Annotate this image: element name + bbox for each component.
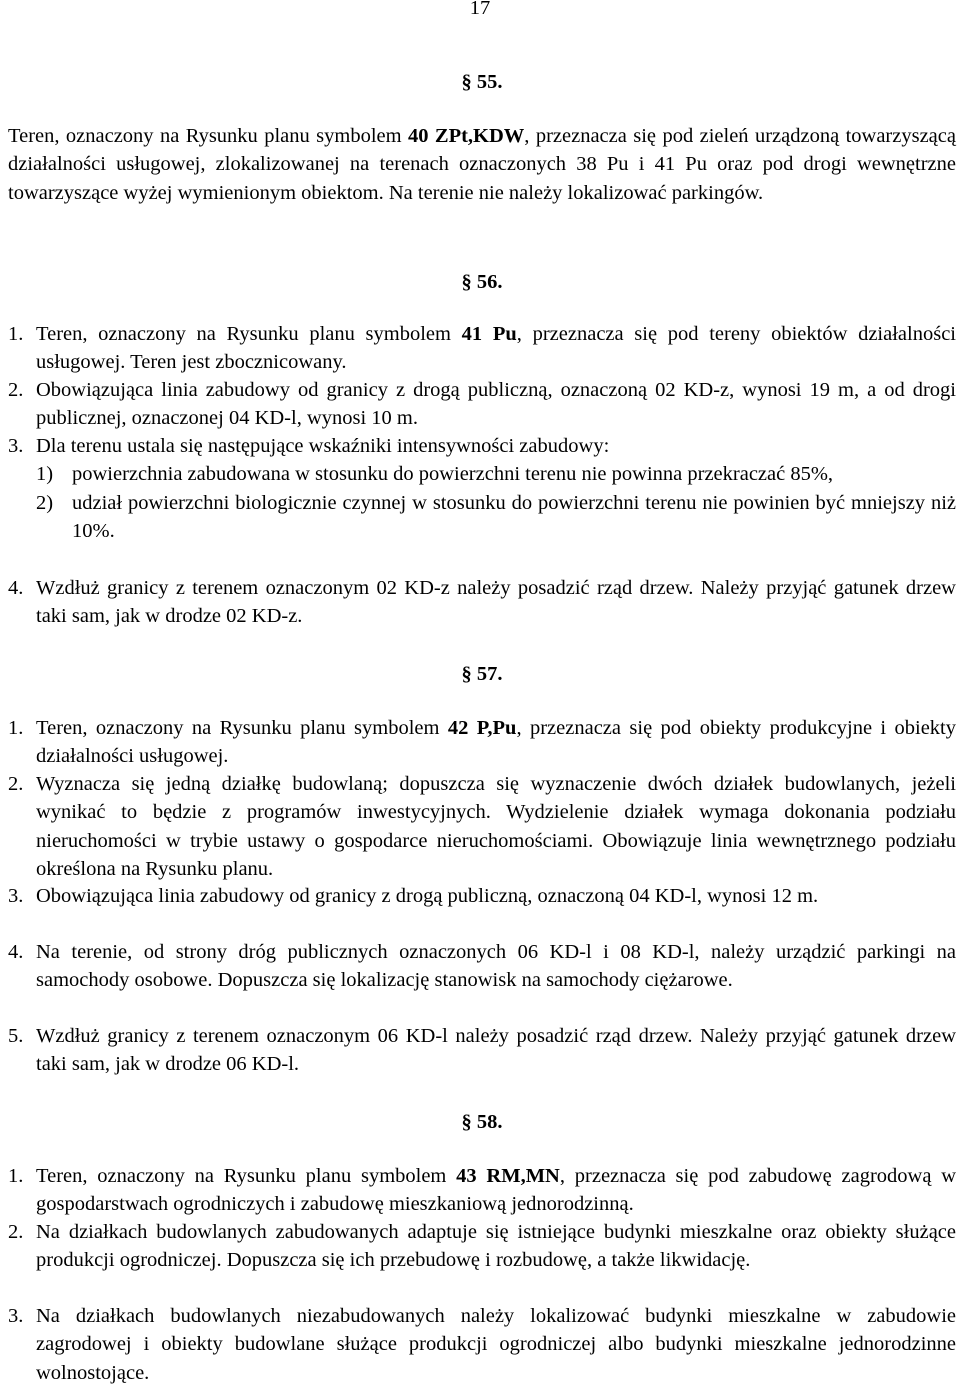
- subitem-number: 1): [36, 463, 54, 486]
- s57-item-5: [8, 1022, 956, 1079]
- s58-item-3: [8, 1302, 956, 1387]
- s56-i1-text-b: , przeznacza się pod tereny obiektów działalności usługowej. Teren jest zbocznicowany.: [36, 323, 956, 374]
- item-number: 4.: [8, 577, 24, 599]
- item-number: 2.: [8, 379, 24, 401]
- item-text: [36, 320, 956, 377]
- s55-symbol: 40 ZPt,KDW: [407, 125, 525, 147]
- item-text: Obowiązująca linia zabudowy od granicy z drogą publiczną, oznaczoną 04 KD-l, wynosi 12 m.: [36, 885, 819, 907]
- subitem-number: 2): [36, 491, 54, 514]
- s58-item-2: [8, 1218, 956, 1275]
- item-text: Na działkach budowlanych zabudowanych adaptuje się istniejące budynki mieszkalne oraz obiekty służące produkcji ogrodniczej. Dopuszcza się ich przebudowę i rozbudowę, a także likwidację.: [36, 1221, 956, 1272]
- section-heading-56: § 56.: [461, 271, 503, 293]
- s57-item-2: [8, 770, 956, 884]
- item-number: 3.: [8, 435, 24, 457]
- item-text: [36, 714, 956, 771]
- item-number: 4.: [8, 941, 24, 963]
- s56-symbol: 41 Pu: [461, 323, 517, 345]
- subitem-text: powierzchnia zabudowana w stosunku do powierzchni terenu nie powinna przekraczać 85%,: [72, 463, 834, 486]
- s58-item-1: [8, 1162, 956, 1219]
- s58-i1-text-b: , przeznacza się pod zabudowę zagrodową w gospodarstwach ogrodniczych i zabudowę mieszkaniową jednorodzinną.: [36, 1165, 957, 1216]
- item-number: 1.: [8, 1165, 24, 1187]
- s56-item-3: [8, 432, 956, 546]
- page-number: 17: [469, 0, 491, 19]
- item-number: 3.: [8, 885, 24, 907]
- s57-item-1: [8, 714, 956, 771]
- item-text: Wzdłuż granicy z terenem oznaczonym 06 KD-l należy posadzić rząd drzew. Należy przyjąć gatunek drzew taki sam, jak w drodze 06 KD-l.: [36, 1025, 956, 1076]
- s56-i1-text-a: Teren, oznaczony na Rysunku planu symbolem: [36, 323, 462, 345]
- s56-item-1: [8, 320, 956, 377]
- item-number: 2.: [8, 773, 24, 795]
- subitem-text: udział powierzchni biologicznie czynnej w stosunku do powierzchni terenu nie powinien być mniejszy niż 10%.: [72, 491, 956, 543]
- s56-subitem-1: [36, 460, 956, 488]
- s57-item-4: [8, 938, 956, 995]
- item-number: 1.: [8, 323, 24, 345]
- section-heading-58: § 58.: [461, 1111, 503, 1133]
- s57-symbol: 42 P,Pu: [447, 717, 517, 739]
- item-text: Wzdłuż granicy z terenem oznaczonym 02 KD-z należy posadzić rząd drzew. Należy przyjąć gatunek drzew taki sam, jak w drodze 02 KD-z.: [36, 577, 956, 628]
- item-text: Na działkach budowlanych niezabudowanych należy lokalizować budynki mieszkalne w zabudowie zagrodowej i obiekty budowlane służące produkcji ogrodniczej albo budynki mieszkalne jednorodzinne wolnostojące.: [36, 1305, 956, 1384]
- s56-item-2: [8, 376, 956, 433]
- section-heading-57: § 57.: [461, 663, 503, 685]
- s57-item-3: [8, 882, 956, 910]
- item-text: Obowiązująca linia zabudowy od granicy z drogą publiczną, oznaczoną 02 KD-z, wynosi 19 m, a od drogi publicznej, oznaczonej 04 KD-l, wynosi 10 m.: [36, 379, 956, 430]
- item-number: 1.: [8, 717, 24, 739]
- s56-subitem-2: [36, 489, 956, 546]
- item-text: [36, 1162, 956, 1219]
- s55-paragraph: [8, 122, 956, 207]
- s58-symbol: 43 RM,MN: [456, 1165, 560, 1187]
- s55-text-a: Teren, oznaczony na Rysunku planu symbolem: [8, 125, 408, 147]
- item-number: 2.: [8, 1221, 24, 1243]
- item-text: Dla terenu ustala się następujące wskaźniki intensywności zabudowy:: [36, 435, 610, 457]
- s55-text-b: , przeznacza się pod zieleń urządzoną towarzyszącą działalności usługowej, zlokalizowanej na terenach oznaczonych 38 Pu i 41 Pu oraz pod drogi wewnętrzne towarzyszące wyżej wymienionym obiektom. Na terenie nie należy lokalizować parkingów.: [8, 125, 956, 204]
- s57-i1-text-b: , przeznacza się pod obiekty produkcyjne i obiekty działalności usługowej.: [36, 717, 957, 768]
- section-heading-55: § 55.: [461, 71, 503, 93]
- item-number: 5.: [8, 1025, 24, 1047]
- item-text: Na terenie, od strony dróg publicznych oznaczonych 06 KD-l i 08 KD-l, należy urządzić parkingi na samochody osobowe. Dopuszcza się lokalizację stanowisk na samochody ciężarowe.: [36, 941, 956, 992]
- item-number: 3.: [8, 1305, 24, 1327]
- s57-i1-text-a: Teren, oznaczony na Rysunku planu symbolem: [36, 717, 448, 739]
- item-text: Wyznacza się jedną działkę budowlaną; dopuszcza się wyznaczenie dwóch działek budowlanych, jeżeli wynikać to będzie z programów inwestycyjnych. Wydzielenie działek wymaga dokonania podziału nieruchomości w trybie ustawy o gospodarce nieruchomościami. Obowiązuje linia wewnętrznego podziału określona na Rysunku planu.: [36, 773, 956, 881]
- s58-i1-text-a: Teren, oznaczony na Rysunku planu symbolem: [36, 1165, 457, 1187]
- s56-item-4: [8, 574, 956, 631]
